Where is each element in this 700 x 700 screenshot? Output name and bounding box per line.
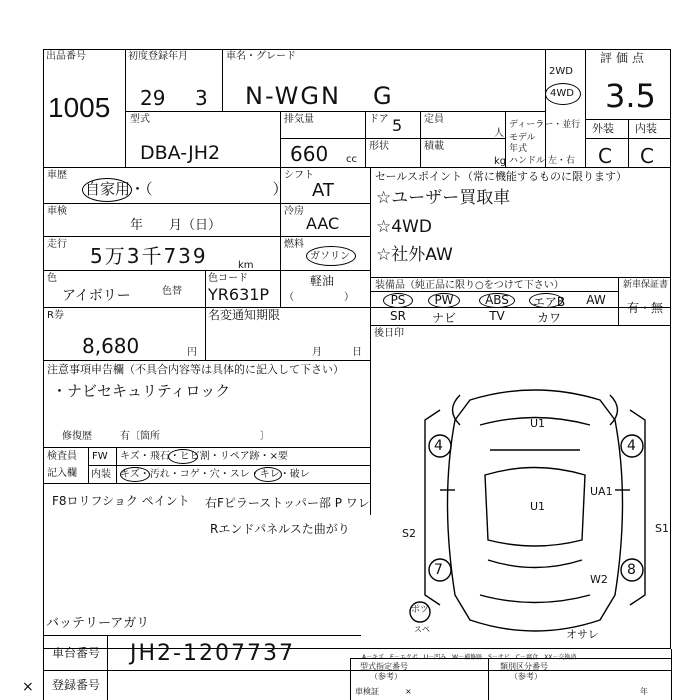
grid-line [43, 635, 361, 636]
equip-pw: PW [434, 293, 454, 307]
class-label: 類別区分番号 [500, 662, 548, 671]
notes-title: 注意事項申告欄（不具合内容等は具体的に記入して下さい） [47, 363, 344, 376]
grid-line [350, 658, 351, 700]
color-label: 色 [47, 273, 57, 284]
grid-line [420, 111, 421, 167]
grid-line [205, 270, 206, 360]
inspector-label-1: 検査員 [47, 451, 77, 462]
reg-year: 29 [140, 86, 166, 110]
equip-pw-circle [428, 293, 460, 308]
lot-label: 出品番号 [46, 51, 86, 62]
dealer-text: ディーラー・並行 [509, 120, 581, 130]
grid-line [222, 49, 223, 111]
cc-unit: cc [346, 154, 357, 165]
equip-sr: SR [390, 309, 406, 323]
scuff-circle [254, 467, 282, 482]
disp-label: 排気量 [284, 114, 314, 125]
grid-line [370, 325, 671, 326]
tire-rear-left: 7 [434, 562, 443, 578]
score-label: 評価点 [600, 51, 649, 65]
yen-unit: 円 [187, 347, 197, 358]
shaken-label: 車検 [47, 206, 67, 217]
shaken-value: 年 月（日） [130, 218, 222, 233]
tire-front-right: 4 [627, 438, 636, 454]
grid-line [370, 167, 371, 360]
damage-s2: S2 [402, 527, 416, 540]
comment-3: Rエンドパネルスた曲がり [210, 522, 350, 536]
drive-2wd: 2WD [549, 66, 573, 77]
model-value: DBA-JH2 [140, 142, 221, 164]
inspector-row-2: キズ・汚れ・コゲ・穴・スレ・キレ・破レ [120, 469, 310, 480]
repair-label: 修復歴 [62, 431, 92, 442]
form-label: 型式指定番号 [360, 662, 408, 671]
equip-ps: PS [390, 293, 406, 307]
door-value: 5 [392, 116, 403, 135]
rear-seat-note: 後日印 [374, 328, 404, 339]
grid-line [585, 49, 586, 167]
equip-aw: AW [586, 293, 606, 307]
fuel-paren: （ ） [284, 292, 354, 303]
grid-line [350, 658, 671, 659]
damage-u1-mid: U1 [530, 500, 546, 513]
lot-number: 1005 [48, 92, 111, 123]
equip-ps-circle [383, 293, 413, 308]
grid-line [628, 119, 629, 167]
inspector-label-2: 記入欄 [47, 468, 77, 479]
damage-s1: S1 [655, 522, 669, 535]
grid-line [43, 167, 671, 168]
kg-unit: kg [494, 156, 507, 167]
interior-grade: C [640, 144, 654, 168]
person-unit: 人 [494, 128, 504, 139]
warranty-label: 新車保証書 [623, 280, 669, 290]
notes-line-1: ・ナビセキュリティロック [52, 382, 231, 400]
reg-month: 3 [195, 86, 208, 110]
mileage-label: 走行 [47, 239, 67, 250]
grid-line [43, 360, 370, 361]
grid-line [365, 111, 366, 167]
color-code-label: 色コード [208, 273, 248, 284]
shape-label: 形状 [369, 141, 389, 152]
handle-text: ハンドル 左・右 [509, 156, 575, 166]
chassis-label: 車台番号 [52, 646, 101, 660]
equip-airbag: エアB [532, 295, 566, 309]
grid-line [370, 291, 618, 292]
grid-line [618, 277, 619, 325]
grid-line [280, 111, 281, 167]
inspector-fw: FW [92, 451, 108, 462]
grid-line [43, 670, 671, 671]
recycle-value: 8,680 [82, 334, 140, 358]
score-value: 3.5 [605, 77, 656, 115]
equip-abs: ABS [485, 293, 509, 307]
equip-navi: ナビ [431, 311, 456, 325]
color-code-value: YR631P [208, 285, 270, 304]
grid-line [43, 270, 370, 271]
inspector-interior: 内装 [91, 469, 111, 480]
capacity-label: 定員 [424, 114, 444, 125]
fuel-label: 燃料 [284, 239, 304, 250]
class-ref: （参考） [510, 672, 542, 681]
displacement-value: 660 [290, 142, 329, 166]
color-change-label: 色替 [162, 286, 182, 297]
deadline-label: 名変通知期限 [208, 308, 281, 322]
inspector-row-1: キズ・飛石・ヒビ割・リペア跡・×要 [120, 451, 288, 462]
car-name: N-WGN [245, 82, 341, 110]
private-use-circle [82, 178, 132, 202]
drive-4wd: 4WD [550, 88, 574, 99]
grid-line [43, 203, 370, 204]
comment-2: 右Fピラーストッパー部 P ワレ [205, 496, 370, 510]
grid-line [125, 111, 545, 112]
shaken-cert-label: 車検証 [355, 687, 379, 696]
grid-line [671, 649, 672, 700]
grid-line [125, 49, 126, 167]
sales-point-3: ☆社外AW [376, 245, 453, 265]
history-value: 自家用・（ ） [85, 180, 288, 198]
sales-point-2: ☆4WD [376, 217, 432, 237]
grid-line [43, 307, 671, 308]
deadline-month: 月 [312, 347, 322, 358]
grid-line [488, 658, 489, 700]
chassis-value: JH2-1207737 [130, 641, 295, 666]
comment-1: F8ロリフショク ペイント [52, 494, 190, 508]
fuel-diesel: 軽油 [310, 274, 335, 288]
grid-line [43, 447, 370, 448]
bump-note: ポツ [411, 605, 430, 615]
repair-value: 有〔箇所 〕 [120, 431, 270, 442]
damage-w2: W2 [590, 573, 608, 586]
scratch-circle [120, 467, 150, 482]
grid-line [88, 465, 370, 466]
sales-point-1: ☆ユーザー買取車 [376, 188, 511, 208]
equip-airbag-circle [529, 293, 563, 308]
tire-front-left: 4 [434, 438, 443, 454]
stone-chip-circle [168, 449, 198, 464]
exterior-label: 外装 [592, 122, 614, 135]
damage-legend: A－キズ E－エクボ U－凹み W－補修跡 S－サビ C－腐食 XX－交換済 [362, 654, 577, 661]
fuel-gas: ガソリン [310, 251, 350, 262]
name-label: 車名・グレード [226, 51, 296, 62]
damage-ua1: UA1 [590, 485, 613, 498]
grid-line [107, 635, 108, 700]
interior-label: 内装 [635, 122, 657, 135]
door-label: ドア [369, 114, 389, 125]
grid-line [43, 649, 44, 700]
recycle-label: R券 [47, 310, 64, 321]
ac-value: AAC [306, 214, 340, 233]
grid-line [545, 49, 546, 167]
battery-note: バッテリーアガリ [46, 616, 150, 631]
model-label: 型式 [130, 114, 150, 125]
deadline-day: 日 [352, 347, 362, 358]
tire-rear-right: 8 [627, 562, 636, 578]
first-reg-label: 初度登録年月 [128, 51, 188, 62]
year-symbol: 年 [640, 687, 648, 696]
grid-line [370, 360, 371, 515]
grid-line [43, 236, 370, 237]
form-ref: （参考） [370, 672, 402, 681]
exterior-grade: C [598, 144, 612, 168]
sales-title: セールスポイント（常に機能するものに限ります） [375, 170, 628, 183]
spare-note: スペ [414, 625, 430, 634]
equip-tv: TV [489, 309, 505, 323]
km-unit: km [238, 260, 254, 271]
history-label: 車歴 [47, 170, 67, 181]
shift-value: AT [312, 180, 334, 201]
osare-note: オサレ [566, 628, 599, 641]
equipment-title: 装備品（純正品に限り○をつけて下さい） [375, 280, 564, 291]
color-value: アイボリー [62, 288, 131, 304]
damage-u1-top: U1 [530, 417, 546, 430]
registration-mark: × [405, 687, 412, 696]
warranty-value: 有・無 [627, 301, 664, 315]
mileage-value: 5万3千739 [90, 244, 208, 268]
registration-label: 登録番号 [52, 678, 101, 692]
ac-label: 冷房 [284, 206, 304, 217]
grid-line [280, 138, 505, 139]
equip-leather: カワ [536, 311, 561, 325]
grid-line [370, 277, 671, 278]
equip-abs-circle [479, 293, 515, 308]
load-label: 積載 [424, 141, 444, 152]
model-year-text: モデル年式 [509, 133, 536, 154]
shift-label: シフト [284, 170, 314, 181]
car-grade: G [373, 82, 392, 110]
grid-line [43, 483, 370, 484]
left-cross-mark: × [22, 679, 34, 695]
